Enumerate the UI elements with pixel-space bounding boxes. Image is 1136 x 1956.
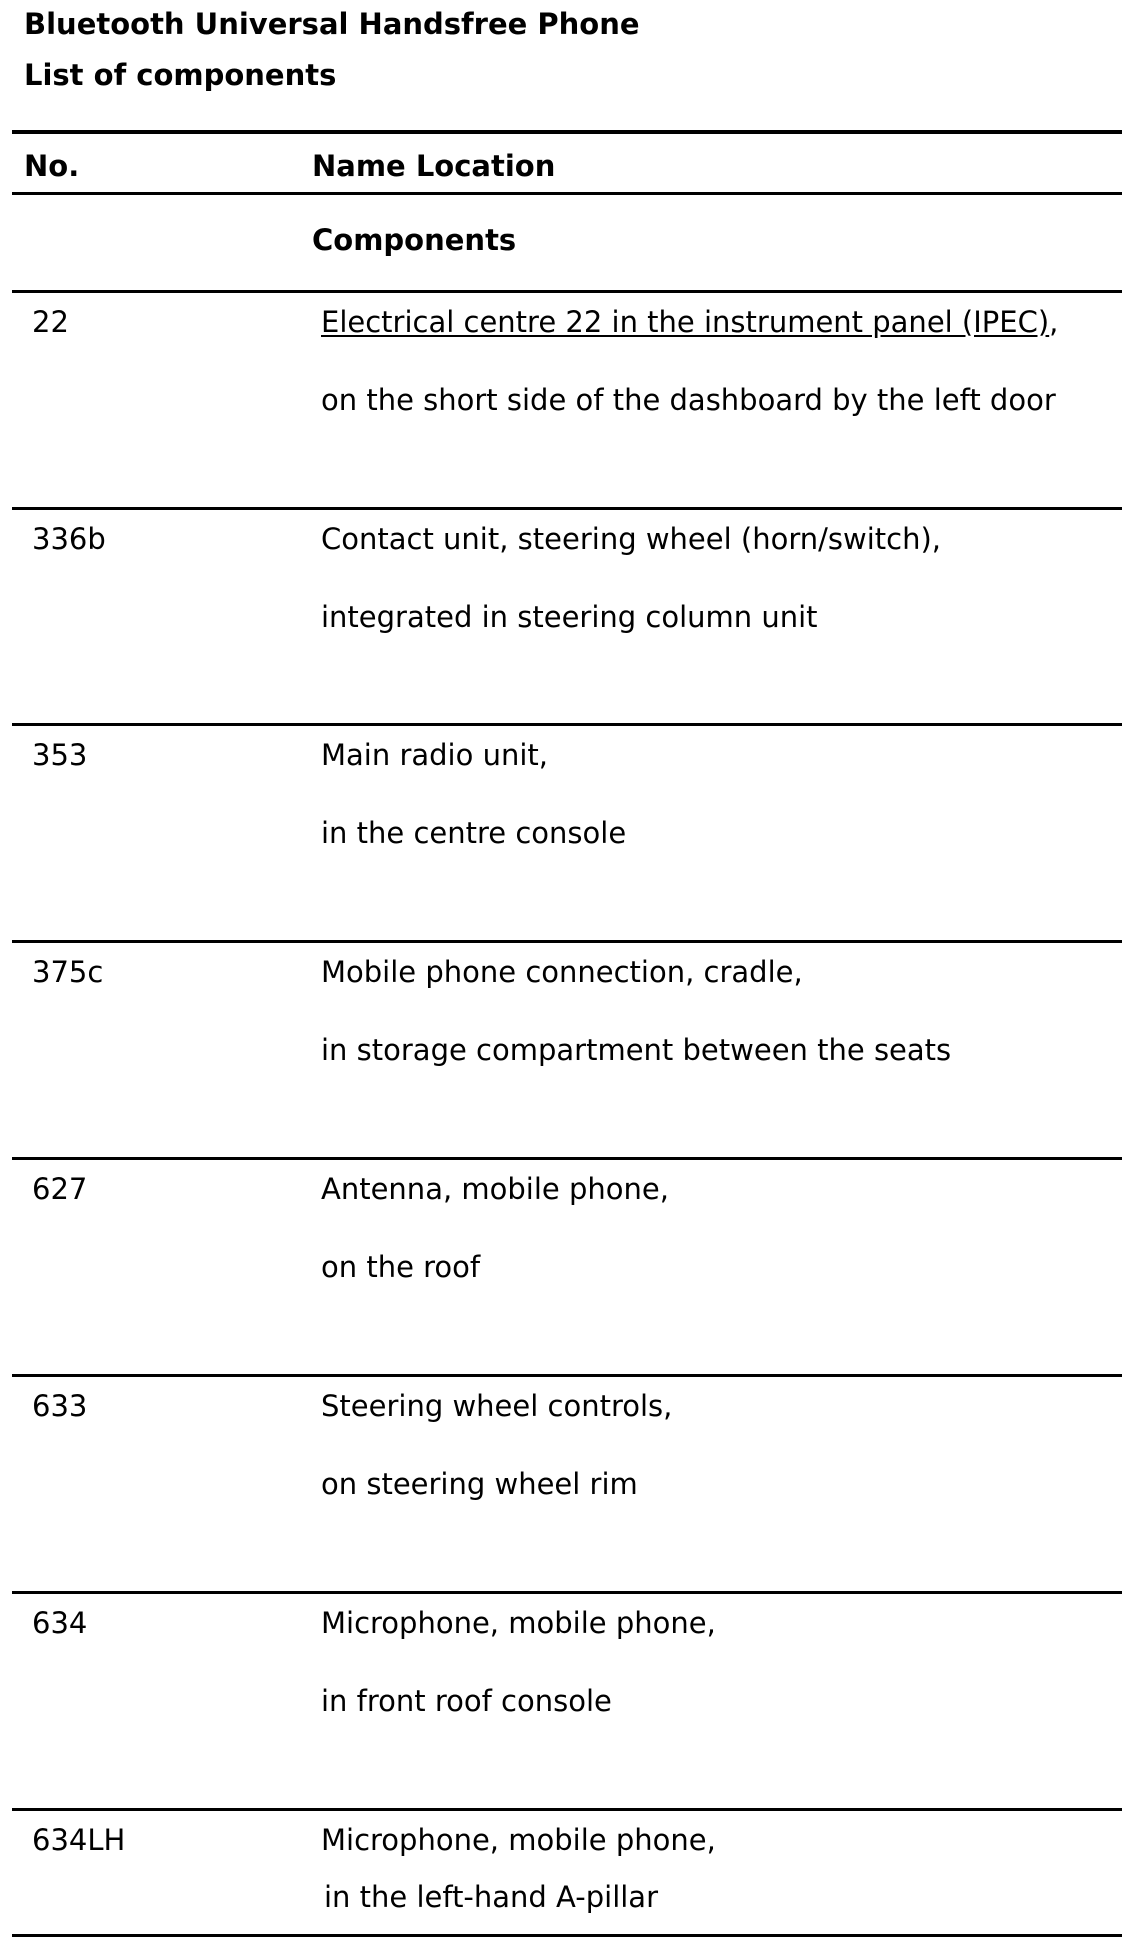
table-top-rule bbox=[12, 130, 1122, 134]
row-divider bbox=[12, 1591, 1122, 1594]
row-location: in front roof console bbox=[321, 1684, 612, 1718]
row-number: 353 bbox=[32, 738, 88, 772]
header-no: No. bbox=[24, 149, 80, 183]
row-name: Mobile phone connection, cradle, bbox=[321, 955, 803, 989]
row-location: in the left-hand A-pillar bbox=[324, 1880, 658, 1914]
header-rule bbox=[12, 192, 1122, 195]
row-name: Steering wheel controls, bbox=[321, 1389, 673, 1423]
row-divider bbox=[12, 723, 1122, 726]
row-location: on the short side of the dashboard by the left door bbox=[321, 383, 1056, 417]
row-number: 633 bbox=[32, 1389, 88, 1423]
row-divider bbox=[12, 1374, 1122, 1377]
row-location: on the roof bbox=[321, 1250, 481, 1284]
row-number: 336b bbox=[32, 522, 106, 556]
row-divider bbox=[12, 1808, 1122, 1811]
document-subtitle: List of components bbox=[24, 58, 337, 92]
row-name: Antenna, mobile phone, bbox=[321, 1172, 669, 1206]
table-bottom-rule bbox=[12, 1934, 1122, 1937]
row-name-underlined: Electrical centre 22 in the instrument panel (IPEC) bbox=[321, 305, 1050, 339]
row-name: Contact unit, steering wheel (horn/switch), bbox=[321, 522, 941, 556]
group-label-components: Components bbox=[312, 223, 517, 257]
row-number: 375c bbox=[32, 955, 104, 989]
row-name: Microphone, mobile phone, bbox=[321, 1823, 716, 1857]
row-name bbox=[321, 302, 1058, 342]
row-name-suffix: , bbox=[1049, 305, 1059, 339]
row-name: Main radio unit, bbox=[321, 738, 548, 772]
row-divider bbox=[12, 940, 1122, 943]
row-location: in storage compartment between the seats bbox=[321, 1033, 952, 1067]
row-divider bbox=[12, 1157, 1122, 1160]
row-name: Microphone, mobile phone, bbox=[321, 1606, 716, 1640]
row-number: 22 bbox=[32, 305, 69, 339]
row-location: in the centre console bbox=[321, 816, 627, 850]
row-divider bbox=[12, 290, 1122, 293]
document-title: Bluetooth Universal Handsfree Phone bbox=[24, 7, 640, 41]
row-number: 627 bbox=[32, 1172, 88, 1206]
row-number: 634 bbox=[32, 1606, 88, 1640]
header-name-location: Name Location bbox=[312, 149, 556, 183]
row-location: integrated in steering column unit bbox=[321, 600, 818, 634]
row-number: 634LH bbox=[32, 1823, 126, 1857]
row-location: on steering wheel rim bbox=[321, 1467, 638, 1501]
row-divider bbox=[12, 507, 1122, 510]
